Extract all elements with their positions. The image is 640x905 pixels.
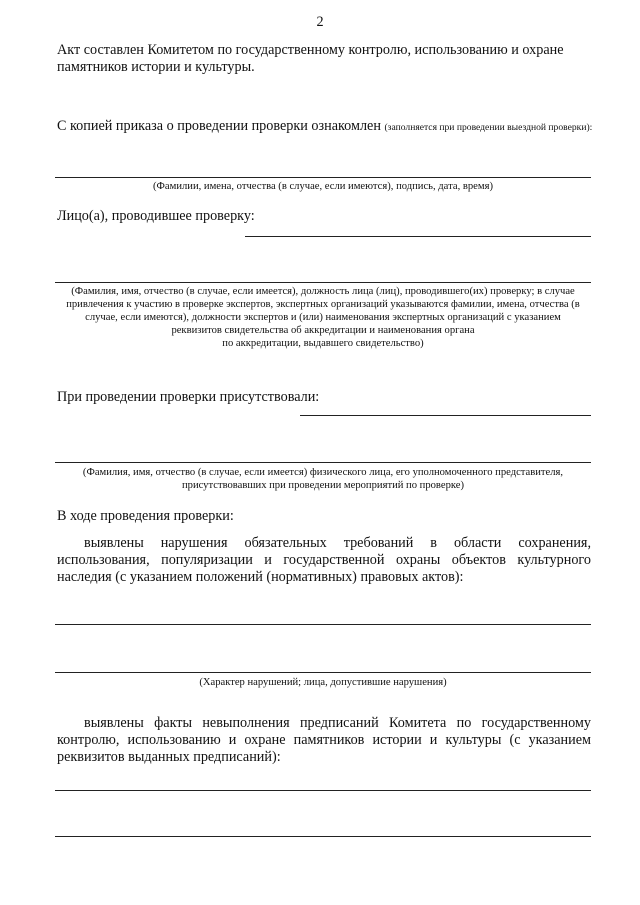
- act-statement: Акт составлен Комитетом по государственному контролю, использованию и охране памятников истории и культуры.: [57, 42, 564, 75]
- present-line-1: [300, 415, 591, 416]
- copy-order-text: С копией приказа о проведении проверки ознакомлен: [57, 118, 385, 134]
- caption-inspector-line: случае, если имеются), должности экспертов и (или) наименования экспертных организаций с указанием: [85, 312, 561, 323]
- caption-inspector-line: реквизитов свидетельства об аккредитации и наименования органа: [171, 325, 475, 336]
- caption-present: [55, 466, 591, 492]
- caption-inspector: [55, 285, 591, 350]
- signature-line: [55, 177, 591, 178]
- during-label: В ходе проведения проверки:: [57, 508, 234, 524]
- caption-present-line: (Фамилия, имя, отчество (в случае, если имеется) физического лица, его уполномоченного представителя,: [82, 467, 564, 478]
- caption-present-line: присутствовавших при проведении мероприятий по проверке): [181, 480, 464, 491]
- caption-violations: (Характер нарушений; лица, допустившие нарушения): [199, 677, 447, 688]
- violations-line-1: [55, 624, 591, 625]
- present-line-2: [55, 462, 591, 463]
- orders-text: выявлены факты невыполнения предписаний Комитета по государственному контролю, использованию и охране памятников истории и культуры (с указанием реквизитов выданных предписаний):: [57, 715, 591, 765]
- copy-order-statement: [57, 118, 617, 136]
- caption-signature: (Фамилии, имена, отчества (в случае, если имеются), подпись, дата, время): [153, 181, 493, 192]
- page-number: 2: [316, 14, 324, 30]
- caption-inspector-line: по аккредитации, выдавшего свидетельство): [222, 338, 424, 349]
- violations-line-2: [55, 672, 591, 673]
- present-label: При проведении проверки присутствовали:: [57, 389, 320, 405]
- inspector-line-2: [55, 282, 591, 283]
- caption-inspector-line: привлечения к участию в проверке экспертов, экспертных организаций указываются фамилии, имена, отчества (в: [66, 299, 580, 310]
- orders-line-2: [55, 836, 591, 837]
- inspector-label: Лицо(а), проводившее проверку:: [57, 208, 255, 224]
- copy-order-note: (заполняется при проведении выездной проверки):: [384, 122, 593, 133]
- violations-text: выявлены нарушения обязательных требований в области сохранения, использования, популяризации и государственной охраны объектов культурного наследия (с указанием положений (нормативных) правовых актов):: [57, 535, 591, 585]
- orders-line-1: [55, 790, 591, 791]
- inspector-line-1: [245, 236, 591, 237]
- caption-inspector-line: (Фамилия, имя, отчество (в случае, если имеется), должность лица (лиц), проводившего(их) проверку; в случае: [71, 286, 575, 297]
